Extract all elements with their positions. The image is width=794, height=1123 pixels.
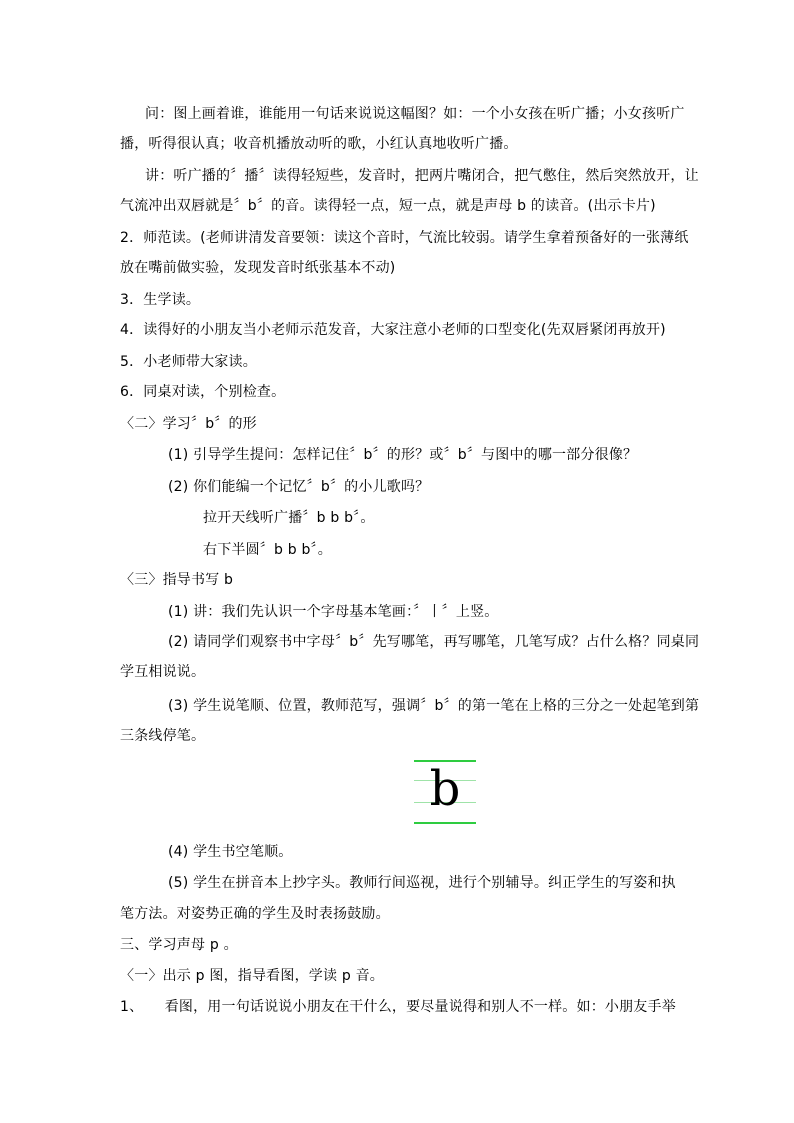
paragraph-line: 笔方法。对姿势正确的学生及时表扬鼓励。: [120, 906, 390, 922]
list-item: 3．生学读。: [120, 292, 201, 308]
list-item: (3) 学生说笔顺、位置，教师范写，强调〞b〞的第一笔在上格的三分之一处起笔到第: [168, 698, 700, 714]
section-heading: 三、学习声母 p 。: [120, 937, 238, 953]
paragraph-line: 问：图上画着谁，谁能用一句话来说说这幅图？如：一个小女孩在听广播；小女孩听广: [145, 106, 685, 122]
list-item: (2) 你们能编一个记忆〞b〞的小儿歌吗？: [168, 479, 430, 495]
letter-b-sample: b: [429, 761, 461, 817]
list-item: 4．读得好的小朋友当小老师示范发音，大家注意小老师的口型变化(先双唇紧闭再放开): [120, 322, 666, 338]
paragraph-line: 三条线停笔。: [120, 728, 206, 744]
grid-line-bottom: [414, 822, 476, 824]
list-item: 5．小老师带大家读。: [120, 354, 257, 370]
list-item: (4) 学生书空笔顺。: [168, 844, 293, 860]
rhyme-line: 右下半圆〞b b b〞。: [203, 542, 332, 558]
list-item: (5) 学生在拼音本上抄字头。教师行间巡视，进行个别辅导。纠正学生的写姿和执: [168, 875, 676, 891]
list-item: (2) 请同学们观察书中字母〞b〞先写哪笔，再写哪笔，几笔写成？占什么格？同桌同: [168, 634, 700, 650]
pinyin-writing-grid: [414, 760, 476, 824]
list-item: 6．同桌对读，个别检查。: [120, 384, 286, 400]
paragraph-line: 学互相说说。: [120, 664, 206, 680]
paragraph-line: 播，听得很认真；收音机播放动听的歌，小红认真地收听广播。: [120, 136, 518, 152]
section-heading: 〈二〉学习〞b〞的形: [120, 416, 257, 432]
section-heading: 〈三〉指导书写 b: [120, 572, 234, 588]
list-item: (1) 讲：我们先认识一个字母基本笔画：〞丨〞上竖。: [168, 604, 499, 620]
paragraph-line: 放在嘴前做实验，发现发音时纸张基本不动): [120, 260, 396, 276]
paragraph-line: 2．师范读。(老师讲清发音要领：读这个音时，气流比较弱。请学生拿着预备好的一张薄纸: [120, 230, 689, 246]
list-item: (1) 引导学生提问：怎样记住〞b〞的形？或〞b〞与图中的哪一部分很像？: [168, 447, 638, 463]
paragraph-line: 气流冲出双唇就是〞b〞的音。读得轻一点，短一点，就是声母 b 的读音。(出示卡片): [120, 198, 656, 214]
paragraph-line: 讲：听广播的〞播〞读得轻短些，发音时，把两片嘴闭合，把气憋住，然后突然放开，让: [145, 168, 699, 184]
rhyme-line: 拉开天线听广播〞b b b〞。: [203, 510, 375, 526]
section-heading: 〈一〉出示 p 图，指导看图，学读 p 音。: [120, 968, 384, 984]
list-item: 1、 看图，用一句话说说小朋友在干什么，要尽量说得和别人不一样。如：小朋友手举: [120, 999, 676, 1015]
